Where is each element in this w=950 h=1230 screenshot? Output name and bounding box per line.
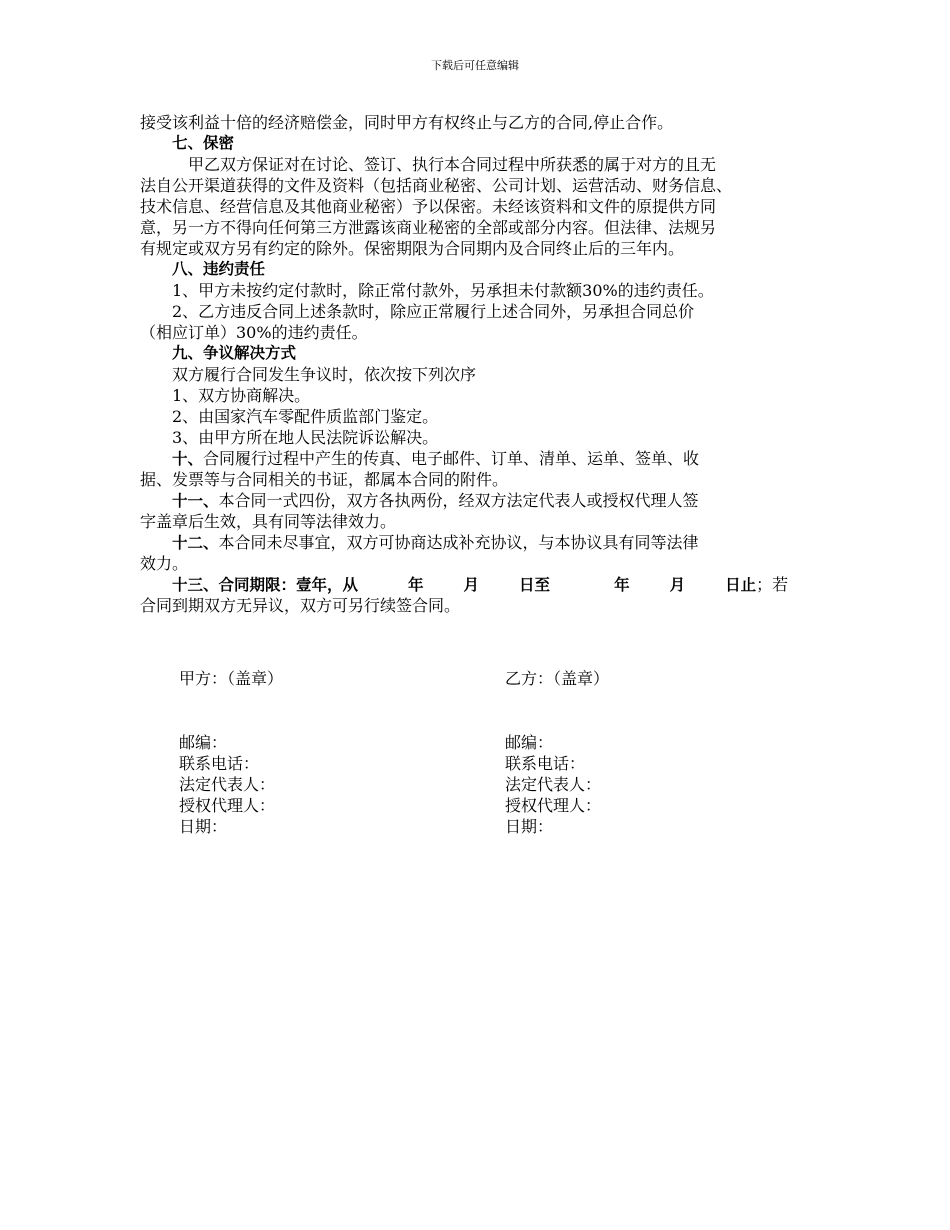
paragraph-line: 接受该利益十倍的经济赔偿金，同时甲方有权终止与乙方的合同,停止合作。 [140,113,674,132]
section-title-confidentiality: 七、保密 [172,134,235,152]
paragraph-line: 法自公开渠道获得的文件及资料（包括商业秘密、公司计划、运营活动、财务信息、 [140,176,733,195]
phone-label: 联系电话： [505,754,586,773]
term-day-end: 日止 [725,576,757,594]
term-day-to: 日至 [519,576,551,594]
party-b-fields [505,732,601,837]
date-label: 日期： [505,817,554,836]
date-label: 日期： [179,817,228,836]
party-a-seal-label: 甲方：（盖章） [179,669,284,688]
section-10-line [140,448,820,469]
agent-label: 授权代理人： [505,796,602,815]
section-12-text: 本合同未尽事宜，双方可协商达成补充协议，与本协议具有同等法律 [218,533,699,552]
postal-code-label: 邮编： [505,733,554,752]
paragraph-line: 据、发票等与合同相关的书证，都属本合同的附件。 [140,470,509,489]
party-b-seal-label: 乙方：（盖章） [505,669,610,688]
contract-body [140,112,820,616]
term-month-start: 月 [463,576,480,594]
party-a-fields [179,732,275,837]
page-header-note: 下载后可任意编辑 [431,59,519,72]
paragraph-line: 3、由甲方所在地人民法院诉讼解决。 [172,428,439,447]
section-title-liability: 八、违约责任 [172,260,266,278]
paragraph-line: 1、双方协商解决。 [172,386,311,405]
section-13-tail: ；若 [756,575,789,594]
section-13-line [140,574,820,595]
paragraph-line: 技术信息、经营信息及其他商业秘密）予以保密。未经该资料和文件的原提供方同 [140,197,717,216]
section-12-line [140,532,820,553]
section-10-head: 十、 [172,450,204,468]
legal-rep-label: 法定代表人： [179,775,276,794]
section-11-line [140,490,820,511]
paragraph-line: 合同到期双方无异议，双方可另行续签合同。 [140,596,461,615]
section-13-head: 十三、合同期限：壹年，从 [172,576,359,594]
paragraph-line: 有规定或双方另有约定的除外。保密期限为合同期内及合同终止后的三年内。 [140,239,685,258]
term-month-end: 月 [669,576,686,594]
paragraph-line: 字盖章后生效，具有同等法律效力。 [140,512,397,531]
paragraph-line: 2、由国家汽车零配件质监部门鉴定。 [172,407,439,426]
paragraph-line: 双方履行合同发生争议时，依次按下列次序 [172,365,477,384]
postal-code-label: 邮编： [179,733,228,752]
paragraph-line: 效力。 [140,554,189,573]
section-11-text: 本合同一式四份，双方各执两份，经双方法定代表人或授权代理人签 [218,491,699,510]
section-11-head: 十一、 [172,492,219,510]
paragraph-line: 意，另一方不得向任何第三方泄露该商业秘密的全部或部分内容。但法律、法规另 [140,218,717,237]
section-10-text: 合同履行过程中产生的传真、电子邮件、订单、清单、运单、签单、收 [203,449,700,468]
paragraph-line: 甲乙双方保证对在讨论、签订、执行本合同过程中所获悉的属于对方的且无 [188,155,717,174]
section-title-dispute: 九、争议解决方式 [172,344,297,362]
paragraph-line: 2、乙方违反合同上述条款时，除应正常履行上述合同外，另承担合同总价 [172,302,695,321]
legal-rep-label: 法定代表人： [505,775,602,794]
paragraph-line: （相应订单）30%的违约责任。 [140,323,368,342]
term-year-end: 年 [614,576,630,594]
paragraph-line: 1、甲方未按约定付款时，除正常付款外，另承担未付款额30%的违约责任。 [172,281,714,300]
agent-label: 授权代理人： [179,796,276,815]
section-12-head: 十二、 [172,534,219,552]
term-year-start: 年 [408,576,424,594]
phone-label: 联系电话： [179,754,260,773]
